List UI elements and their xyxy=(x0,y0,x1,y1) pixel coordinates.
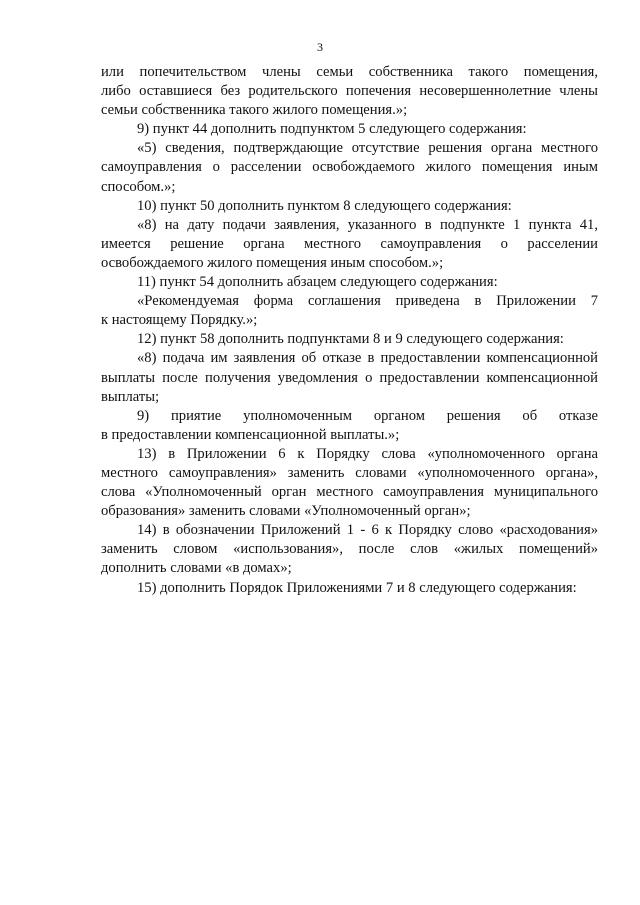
text-line: 12) пункт 58 дополнить подпунктами 8 и 9 следующего содержания: xyxy=(137,331,564,348)
text-line: к настоящему Порядку.»; xyxy=(101,312,258,329)
text-line: имеется решение органа местного самоуправления о расселении xyxy=(101,235,598,252)
paragraph xyxy=(101,197,598,216)
text-line: заменить словом «использования», после слов «жилых помещений» xyxy=(101,541,598,558)
text-line: местного самоуправления» заменить словами «уполномоченного органа», xyxy=(101,464,598,481)
text-line: выплаты; xyxy=(101,388,160,405)
paragraph xyxy=(101,521,598,578)
text-line: семьи собственника такого жилого помещения.»; xyxy=(101,102,408,119)
text-line: 15) дополнить Порядок Приложениями 7 и 8 следующего содержания: xyxy=(137,579,577,596)
paragraph xyxy=(101,216,598,273)
text-line: «8) на дату подачи заявления, указанного в подпункте 1 пункта 41, xyxy=(137,216,598,233)
paragraph xyxy=(101,407,598,445)
paragraph xyxy=(101,292,598,330)
paragraph xyxy=(101,445,598,521)
text-line: либо оставшиеся без родительского попечения несовершеннолетние члены xyxy=(101,83,598,100)
text-line: 13) в Приложении 6 к Порядку слова «уполномоченного органа xyxy=(137,445,598,462)
text-line: или попечительством члены семьи собственника такого помещения, xyxy=(101,64,598,80)
text-line: слова «Уполномоченный орган местного самоуправления муниципального xyxy=(101,484,598,501)
text-line: 9) приятие уполномоченным органом решения об отказе xyxy=(137,407,598,424)
text-line: выплаты после получения уведомления о предоставлении компенсационной xyxy=(101,369,598,386)
text-line: дополнить словами «в домах»; xyxy=(101,560,292,577)
text-line: образования» заменить словами «Уполномоченный орган»; xyxy=(101,503,471,520)
text-line: в предоставлении компенсационной выплаты.»; xyxy=(101,426,400,443)
text-line: 11) пункт 54 дополнить абзацем следующего содержания: xyxy=(137,274,498,291)
paragraph xyxy=(101,330,598,349)
paragraph xyxy=(101,63,598,120)
text-line: освобождаемого жилого помещения иным способом.»; xyxy=(101,254,444,271)
text-line: способом.»; xyxy=(101,178,176,195)
paragraph xyxy=(101,349,598,406)
paragraph xyxy=(101,579,598,598)
paragraph xyxy=(101,139,598,196)
text-line: 9) пункт 44 дополнить подпунктом 5 следующего содержания: xyxy=(137,121,527,138)
paragraph xyxy=(101,273,598,292)
text-line: «5) сведения, подтверждающие отсутствие решения органа местного xyxy=(137,140,598,157)
document-body xyxy=(101,63,598,598)
text-line: самоуправления о расселении освобождаемого жилого помещения иным xyxy=(101,159,598,176)
page-number: 3 xyxy=(317,40,323,54)
text-line: 14) в обозначении Приложений 1 - 6 к Порядку слово «расходования» xyxy=(137,522,598,539)
paragraph xyxy=(101,120,598,139)
text-line: «8) подача им заявления об отказе в предоставлении компенсационной xyxy=(137,350,598,367)
text-line: «Рекомендуемая форма соглашения приведена в Приложении 7 xyxy=(137,293,598,310)
text-line: 10) пункт 50 дополнить пунктом 8 следующего содержания: xyxy=(137,197,512,214)
